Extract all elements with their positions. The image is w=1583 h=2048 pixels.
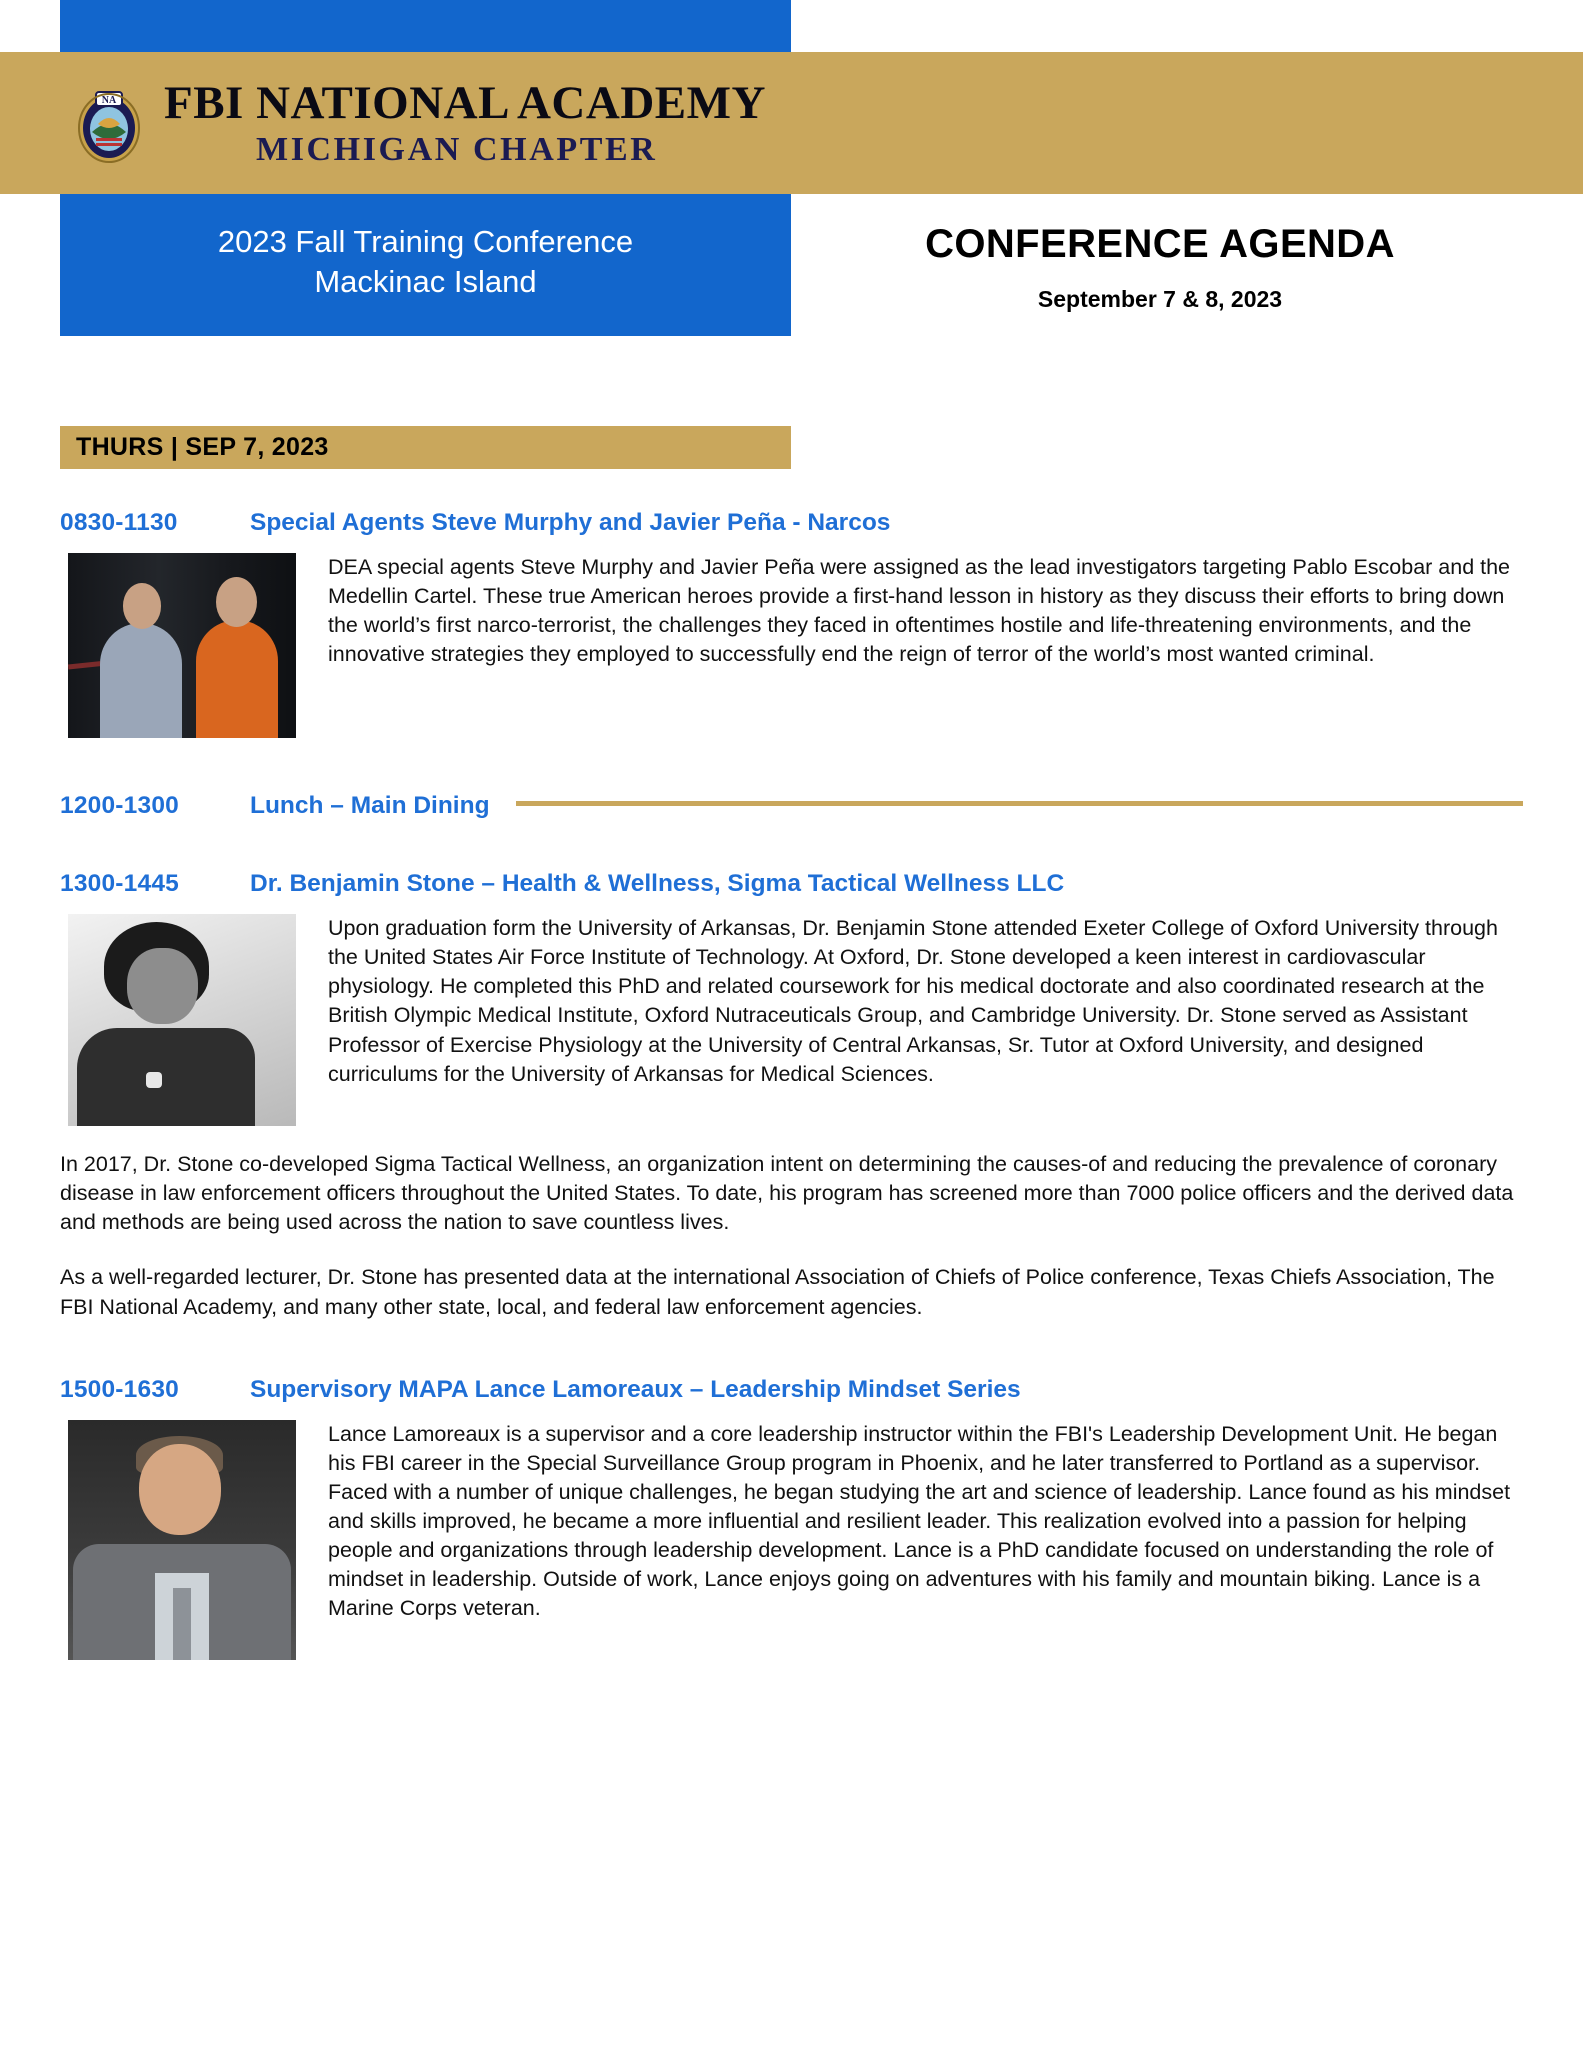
session-heading [60,1376,1523,1404]
session-title: Lunch – Main Dining [250,792,490,819]
agenda-content [0,426,1583,1660]
session-block [60,870,1523,1322]
session-title: Special Agents Steve Murphy and Javier Peña - Narcos [250,509,891,536]
session-divider-rule [516,801,1523,806]
session-block [60,1376,1523,1660]
session-heading [60,870,1523,898]
photo-tie [173,1588,191,1660]
session-description: DEA special agents Steve Murphy and Javier Peña were assigned as the lead investigators targeting Pablo Escobar and the Medellin Cartel. These true American heroes provide a first-hand lesson in history as they discuss their efforts to bring down the world’s first narco-terrorist, the challenges they faced in oftentimes hostile and life-threatening environments, and the innovative strategies they employed to successfully end the reign of terror of the world’s most wanted criminal. [328,555,1511,667]
photo-watch [146,1072,162,1088]
conference-name-line2: Mackinac Island [314,264,537,300]
session-body [60,914,1523,1126]
session-time: 1200-1300 [60,792,179,819]
session-time: 1300-1445 [60,870,179,897]
agenda-title: CONFERENCE AGENDA [925,222,1395,266]
photo-benjamin-stone [68,914,296,1126]
session-description: Lance Lamoreaux is a supervisor and a core leadership instructor within the FBI's Leadership Development Unit. He began his FBI career in the Special Surveillance Group program in Phoenix, and he later transferred to Portland as a supervisor. Faced with a number of unique challenges, he began studying the art and science of leadership. Lance found as his mindset and skills improved, he became a more influential and resilient leader. This realization evolved into a passion for helping people and organizations through leadership development. Lance is a PhD candidate focused on understanding the role of mindset in leadership. Outside of work, Lance enjoys going on adventures with his family and mountain biking. Lance is a Marine Corps veteran. [328,1421,1511,1621]
svg-text:NA: NA [101,95,117,106]
page-header [0,0,1583,350]
photo-murphy-pena [68,553,296,738]
session-body [60,553,1523,738]
photo-lance-lamoreaux [68,1420,296,1660]
session-block [60,509,1523,738]
agenda-date: September 7 & 8, 2023 [1037,286,1283,312]
photo-torso [77,1028,255,1126]
org-name-primary: FBI NATIONAL ACADEMY [164,76,766,129]
photo-head-left [123,583,162,629]
session-heading [60,509,1523,537]
photo-head-right [216,577,257,627]
fbi-national-academy-seal-icon [72,80,146,166]
session-title: Supervisory MAPA Lance Lamoreaux – Leadership Mindset Series [250,1375,1021,1403]
session-body [60,1420,1523,1660]
conference-name [60,222,791,303]
organization-brand [72,60,766,186]
session-extra-paragraph: In 2017, Dr. Stone co-developed Sigma Tactical Wellness, an organization intent on determining the causes-of and reducing the prevalence of coronary disease in law enforcement officers throughout the United States. To date, his program has screened more than 7000 police officers and the derived data and methods are being used across the nation to save countless lives. [60,1152,1514,1235]
day-header-bar [60,426,791,469]
session-heading [60,792,1523,820]
session-block [60,792,1523,820]
photo-person-left [100,623,182,738]
session-time: 1500-1630 [60,1375,179,1403]
photo-face [139,1444,221,1535]
photo-person-right [196,620,278,738]
conference-name-line1: 2023 Fall Training Conference [217,224,634,259]
session-description: Upon graduation form the University of Arkansas, Dr. Benjamin Stone attended Exeter College of Oxford University through the United States Air Force Institute of Technology. At Oxford, Dr. Stone developed a keen interest in cardiovascular physiology. He completed this PhD and related coursework for his medical doctorate and also coordinated research at the British Olympic Medical Institute, Oxford Nutraceuticals Group, and Cambridge University. Dr. Stone served as Assistant Professor of Exercise Physiology at the University of Central Arkansas, Sr. Tutor at Oxford University, and designed curriculums for the University of Arkansas for Medical Sciences. [328,916,1498,1086]
session-time: 0830-1130 [60,509,178,536]
photo-face [127,948,198,1024]
session-extra-paragraph: As a well-regarded lecturer, Dr. Stone has presented data at the international Association of Chiefs of Police conference, Texas Chiefs Association, The FBI National Academy, and many other state, local, and federal law enforcement agencies. [60,1265,1495,1319]
org-name-secondary: MICHIGAN CHAPTER [256,130,658,168]
day-header-label: THURS | SEP 7, 2023 [76,433,329,461]
session-title: Dr. Benjamin Stone – Health & Wellness, Sigma Tactical Wellness LLC [250,870,1065,897]
